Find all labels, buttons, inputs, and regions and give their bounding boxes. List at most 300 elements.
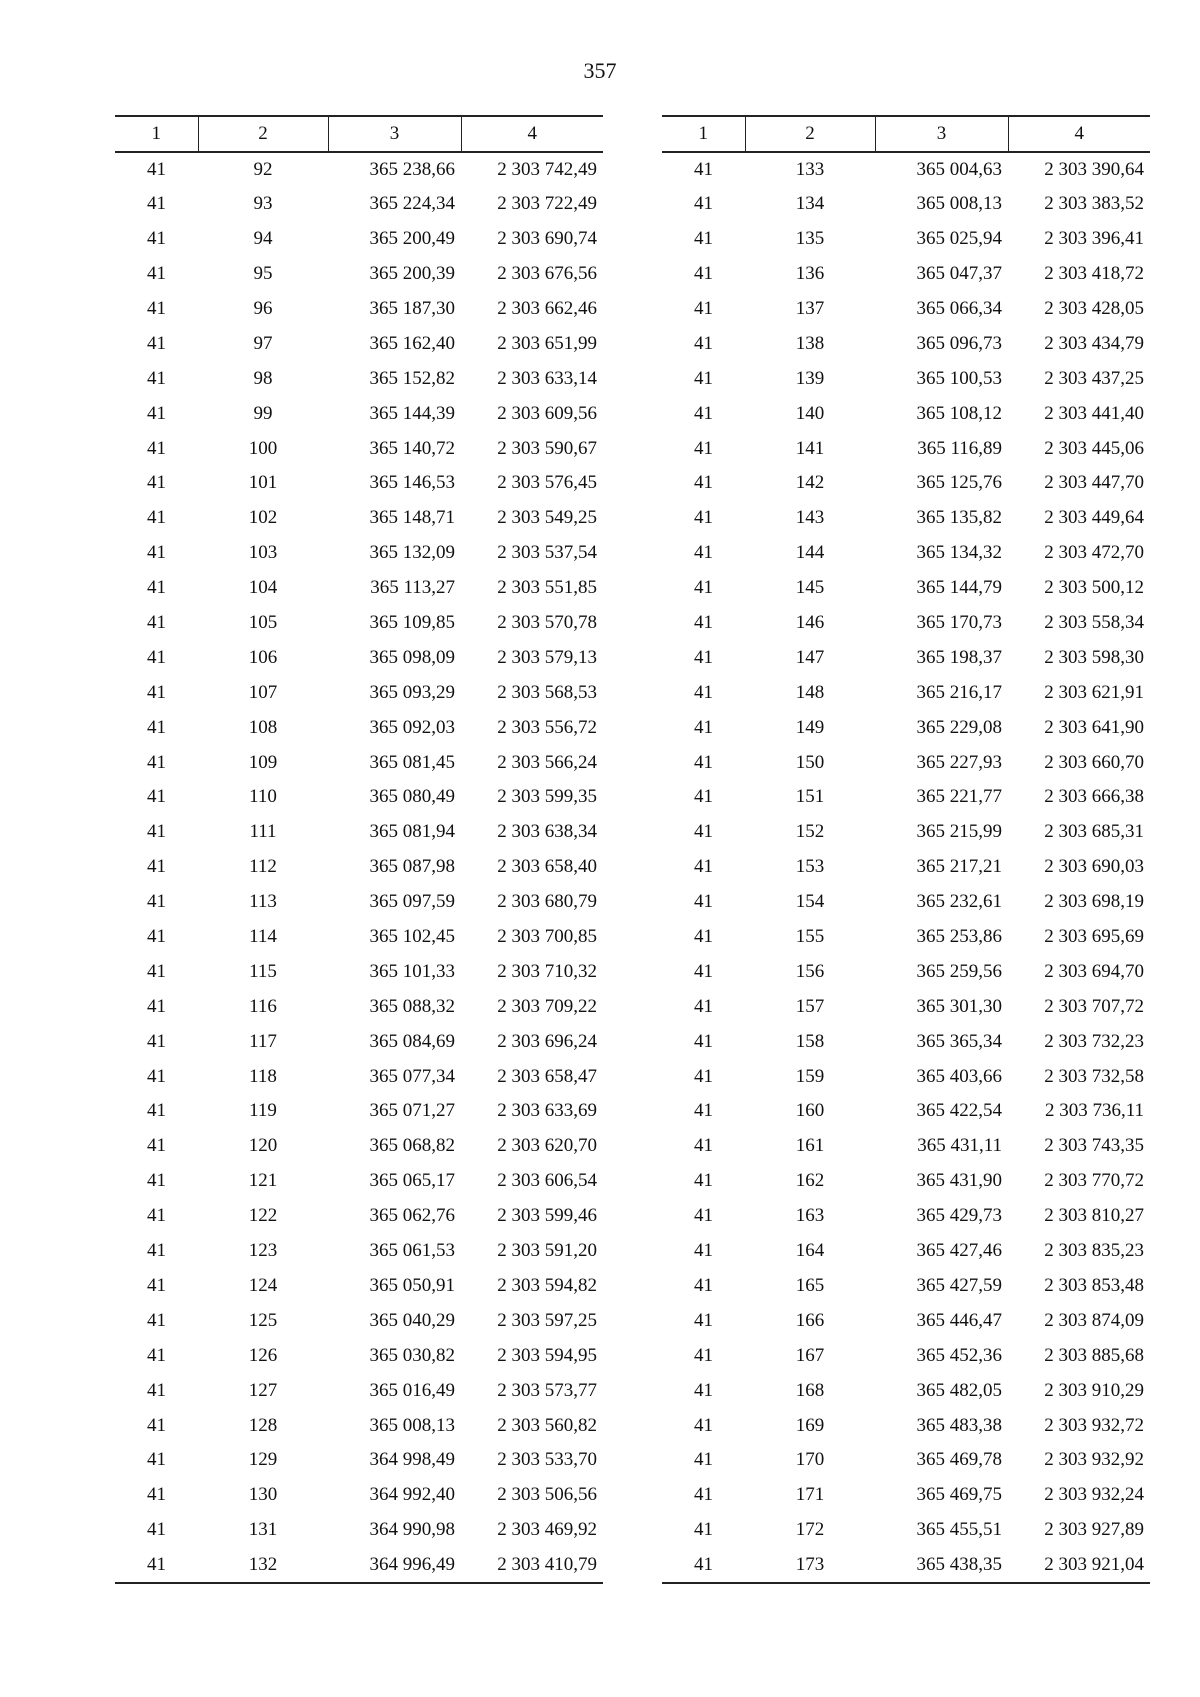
table-row (662, 1408, 1150, 1443)
table-row (115, 745, 603, 780)
table-row (662, 780, 1150, 815)
table-cell: 109 (248, 751, 278, 773)
table-cell: 2 303 591,20 (497, 1240, 597, 1262)
table-cell: 41 (147, 995, 166, 1017)
table-cell: 2 303 853,48 (1044, 1274, 1144, 1296)
table-row (662, 501, 1150, 536)
table-cell: 2 303 690,74 (497, 228, 597, 250)
table-cell: 2 303 418,72 (1044, 263, 1144, 285)
table-row (662, 326, 1150, 361)
table-row (115, 815, 603, 850)
table-cell: 41 (147, 402, 166, 424)
table-row (662, 954, 1150, 989)
table-cell: 145 (795, 577, 825, 599)
table-cell: 152 (795, 821, 825, 843)
table-cell: 365 098,09 (369, 646, 455, 668)
table-cell: 2 303 598,30 (1044, 646, 1144, 668)
table-cell: 2 303 666,38 (1044, 786, 1144, 808)
table-cell: 41 (694, 1449, 713, 1471)
table-cell: 2 303 558,34 (1044, 612, 1144, 634)
table-cell: 41 (694, 1344, 713, 1366)
table-cell: 2 303 680,79 (497, 891, 597, 913)
table-cell: 41 (694, 1274, 713, 1296)
table-cell: 365 403,66 (916, 1065, 1002, 1087)
table-cell: 2 303 447,70 (1044, 472, 1144, 494)
table-cell: 41 (694, 1065, 713, 1087)
table-row (662, 850, 1150, 885)
table-cell: 94 (253, 228, 273, 250)
table-cell: 41 (147, 1344, 166, 1366)
table-cell: 99 (253, 402, 273, 424)
table-cell: 115 (249, 960, 277, 982)
table-cell: 98 (253, 367, 273, 389)
table-cell: 119 (249, 1100, 277, 1122)
table-row (115, 152, 603, 187)
table-cell: 41 (147, 716, 166, 738)
table-cell: 2 303 700,85 (497, 926, 597, 948)
table-cell: 365 071,27 (369, 1100, 455, 1122)
table-cell: 2 303 633,14 (497, 367, 597, 389)
table-cell: 364 990,98 (369, 1519, 455, 1541)
table-cell: 365 200,49 (369, 228, 455, 250)
table-cell: 2 303 932,24 (1044, 1484, 1144, 1506)
table-cell: 41 (147, 1484, 166, 1506)
table-row (662, 1548, 1150, 1583)
table-cell: 138 (795, 332, 825, 354)
table-cell: 2 303 641,90 (1044, 716, 1144, 738)
table-cell: 101 (248, 472, 278, 494)
table-cell: 41 (147, 298, 166, 319)
table-cell: 2 303 685,31 (1044, 821, 1144, 843)
table-row (115, 1269, 603, 1304)
table-cell: 113 (249, 891, 277, 913)
table-cell: 121 (248, 1170, 278, 1192)
table-cell: 365 081,94 (369, 821, 455, 843)
table-cell: 167 (795, 1344, 825, 1366)
table-cell: 2 303 568,53 (497, 681, 597, 703)
table-cell: 2 303 609,56 (497, 402, 597, 424)
table-cell: 136 (795, 263, 825, 285)
table-cell: 365 135,82 (916, 507, 1002, 529)
table-row (662, 710, 1150, 745)
table-row (115, 710, 603, 745)
table-cell: 365 004,63 (916, 158, 1002, 180)
table-cell: 365 483,38 (916, 1414, 1002, 1436)
table-cell: 93 (253, 193, 273, 215)
table-cell: 365 116,89 (917, 437, 1002, 459)
table-cell: 41 (147, 437, 166, 459)
table-cell: 2 303 549,25 (497, 507, 597, 529)
table-row (115, 1024, 603, 1059)
table-cell: 365 469,78 (916, 1449, 1002, 1471)
table-row (662, 361, 1150, 396)
table-cell: 2 303 445,06 (1044, 437, 1144, 459)
table-cell: 365 065,17 (369, 1170, 455, 1192)
column-header: 2 (745, 116, 875, 152)
table-row (115, 954, 603, 989)
table-cell: 2 303 709,22 (497, 995, 597, 1017)
table-cell: 365 101,33 (369, 960, 455, 982)
table-cell: 365 008,13 (369, 1414, 455, 1436)
table-row (115, 989, 603, 1024)
table-cell: 110 (249, 786, 277, 808)
table-cell: 135 (795, 228, 825, 250)
table-cell: 155 (795, 926, 825, 948)
table-cell: 41 (694, 158, 713, 180)
table-row (115, 1338, 603, 1373)
table-cell: 2 303 638,34 (497, 821, 597, 843)
table-row (115, 1303, 603, 1338)
table-cell: 41 (694, 1379, 713, 1401)
table-cell: 41 (147, 1274, 166, 1296)
table-cell: 365 482,05 (916, 1379, 1002, 1401)
table-row (662, 292, 1150, 327)
table-cell: 124 (248, 1274, 278, 1296)
table-cell: 365 253,86 (916, 926, 1002, 948)
table-cell: 2 303 651,99 (497, 332, 597, 354)
table-cell: 41 (694, 298, 713, 319)
table-row (115, 536, 603, 571)
table-cell: 2 303 570,78 (497, 612, 597, 634)
table-row (115, 292, 603, 327)
table-cell: 41 (694, 332, 713, 354)
table-row (115, 187, 603, 222)
table-row (115, 396, 603, 431)
table-row (115, 640, 603, 675)
table-cell: 146 (795, 612, 825, 634)
table-row (115, 257, 603, 292)
table-cell: 41 (694, 716, 713, 738)
table-cell: 365 088,32 (369, 995, 455, 1017)
table-row (115, 606, 603, 641)
table-cell: 114 (249, 926, 277, 948)
table-cell: 41 (694, 542, 713, 564)
table-row (662, 536, 1150, 571)
table-cell: 2 303 658,40 (497, 856, 597, 878)
table-cell: 141 (795, 437, 825, 459)
table-cell: 148 (795, 681, 825, 703)
table-cell: 365 132,09 (369, 542, 455, 564)
table-cell: 365 301,30 (916, 995, 1002, 1017)
table-cell: 41 (694, 263, 713, 285)
table-cell: 2 303 620,70 (497, 1135, 597, 1157)
table-cell: 165 (795, 1274, 825, 1296)
table-cell: 2 303 698,19 (1044, 891, 1144, 913)
table-cell: 154 (795, 891, 825, 913)
table-cell: 2 303 743,35 (1044, 1135, 1144, 1157)
table-cell: 365 422,54 (916, 1100, 1002, 1122)
table-cell: 2 303 500,12 (1044, 577, 1144, 599)
table-cell: 41 (147, 577, 166, 599)
table-cell: 365 080,49 (369, 786, 455, 808)
table-cell: 163 (795, 1205, 825, 1227)
table-cell: 2 303 707,72 (1044, 995, 1144, 1017)
table-cell: 41 (694, 926, 713, 948)
table-cell: 2 303 874,09 (1044, 1309, 1144, 1331)
table-cell: 365 229,08 (916, 716, 1002, 738)
table-cell: 41 (694, 437, 713, 459)
table-cell: 41 (694, 1205, 713, 1227)
table-cell: 95 (253, 263, 273, 285)
table-cell: 41 (147, 821, 166, 843)
table-cell: 153 (795, 856, 825, 878)
table-row (115, 222, 603, 257)
table-cell: 41 (147, 960, 166, 982)
table-cell: 41 (694, 786, 713, 808)
table-cell: 2 303 736,11 (1044, 1100, 1144, 1122)
table-cell: 2 303 927,89 (1044, 1519, 1144, 1541)
table-row (115, 1513, 603, 1548)
table-cell: 2 303 428,05 (1044, 298, 1144, 319)
column-header: 3 (328, 116, 461, 152)
table-row (662, 920, 1150, 955)
table-cell: 41 (694, 681, 713, 703)
table-row (115, 780, 603, 815)
column-header: 1 (662, 116, 745, 152)
table-cell: 2 303 676,56 (497, 263, 597, 285)
table-cell: 41 (694, 367, 713, 389)
table-cell: 112 (249, 856, 277, 878)
table-cell: 365 040,29 (369, 1309, 455, 1331)
table-cell: 118 (249, 1065, 277, 1087)
table-row (662, 431, 1150, 466)
table-cell: 365 162,40 (369, 332, 455, 354)
table-cell: 365 097,59 (369, 891, 455, 913)
page-number: 357 (583, 58, 617, 83)
table-cell: 365 429,73 (916, 1205, 1002, 1227)
table-cell: 2 303 722,49 (497, 193, 597, 215)
table-cell: 105 (248, 612, 278, 634)
table-cell: 41 (147, 1379, 166, 1401)
table-cell: 41 (694, 193, 713, 215)
table-cell: 365 025,94 (916, 228, 1002, 250)
table-cell: 156 (795, 960, 825, 982)
table-cell: 364 992,40 (369, 1484, 455, 1506)
table-cell: 151 (795, 786, 825, 808)
table-cell: 41 (147, 158, 166, 180)
table-cell: 2 303 658,47 (497, 1065, 597, 1087)
table-row (115, 1199, 603, 1234)
table-cell: 365 077,34 (369, 1065, 455, 1087)
table-cell: 41 (147, 1205, 166, 1227)
table-cell: 172 (795, 1519, 825, 1541)
table-row (115, 885, 603, 920)
table-cell: 41 (147, 1170, 166, 1192)
table-cell: 41 (694, 1414, 713, 1436)
table-row (662, 222, 1150, 257)
table-cell: 365 215,99 (916, 821, 1002, 843)
table-row (662, 745, 1150, 780)
table-cell: 106 (248, 646, 278, 668)
table-cell: 2 303 633,69 (497, 1100, 597, 1122)
table-cell: 365 108,12 (916, 402, 1002, 424)
table-cell: 2 303 434,79 (1044, 332, 1144, 354)
table-row (662, 1024, 1150, 1059)
table-cell: 2 303 732,23 (1044, 1030, 1144, 1052)
table-row (115, 1164, 603, 1199)
table-row (115, 675, 603, 710)
table-cell: 2 303 621,91 (1044, 681, 1144, 703)
table-row (662, 257, 1150, 292)
table-cell: 41 (147, 542, 166, 564)
table-cell: 2 303 506,56 (497, 1484, 597, 1506)
table-row (662, 815, 1150, 850)
column-header: 4 (461, 116, 603, 152)
table-cell: 41 (147, 1135, 166, 1157)
table-cell: 41 (147, 786, 166, 808)
table-row (115, 850, 603, 885)
column-header: 1 (115, 116, 198, 152)
table-cell: 365 427,46 (916, 1240, 1002, 1262)
table-cell: 2 303 885,68 (1044, 1344, 1144, 1366)
table-row (115, 361, 603, 396)
table-cell: 2 303 660,70 (1044, 751, 1144, 773)
table-row (662, 606, 1150, 641)
table-cell: 2 303 560,82 (497, 1414, 597, 1436)
table-cell: 41 (694, 856, 713, 878)
table-row (662, 640, 1150, 675)
table-cell: 41 (694, 1309, 713, 1331)
table-cell: 2 303 449,64 (1044, 507, 1144, 529)
table-row (662, 1059, 1150, 1094)
table-cell: 111 (249, 821, 277, 843)
table-cell: 2 303 662,46 (497, 298, 597, 319)
table-cell: 365 008,13 (916, 193, 1002, 215)
table-cell: 41 (694, 1484, 713, 1506)
table-cell: 364 996,49 (328, 1548, 461, 1583)
table-cell: 41 (147, 472, 166, 494)
table-cell: 2 303 441,40 (1044, 402, 1144, 424)
table-cell: 365 146,53 (369, 472, 455, 494)
table-cell: 171 (795, 1484, 825, 1506)
table-cell: 2 303 599,46 (497, 1205, 597, 1227)
table-cell: 2 303 810,27 (1044, 1205, 1144, 1227)
table-cell: 365 093,29 (369, 681, 455, 703)
table-row (662, 1234, 1150, 1269)
table-row (662, 1303, 1150, 1338)
table-cell: 41 (147, 1519, 166, 1541)
table-cell: 2 303 732,58 (1044, 1065, 1144, 1087)
table-cell: 41 (694, 995, 713, 1017)
table-row (662, 1129, 1150, 1164)
table-cell: 96 (253, 298, 273, 319)
table-row (115, 920, 603, 955)
table-cell: 129 (248, 1449, 278, 1471)
table-cell: 2 303 383,52 (1044, 193, 1144, 215)
table-cell: 117 (249, 1030, 277, 1052)
table-cell: 2 303 533,70 (497, 1449, 597, 1471)
table-cell: 365 113,27 (370, 577, 455, 599)
table-cell: 41 (694, 1030, 713, 1052)
table-cell: 365 170,73 (916, 612, 1002, 634)
table-row (662, 1373, 1150, 1408)
table-row (662, 466, 1150, 501)
table-cell: 137 (795, 298, 825, 319)
table-cell: 104 (248, 577, 278, 599)
table-header-row (115, 116, 603, 152)
table-cell: 365 365,34 (916, 1030, 1002, 1052)
table-cell: 41 (694, 1170, 713, 1192)
table-cell: 140 (795, 402, 825, 424)
table-cell: 365 469,75 (916, 1484, 1002, 1506)
table-row (662, 1164, 1150, 1199)
table-row (115, 1059, 603, 1094)
table-cell: 130 (248, 1484, 278, 1506)
table-row (115, 1094, 603, 1129)
table-cell: 126 (248, 1344, 278, 1366)
table-row (662, 989, 1150, 1024)
table-cell: 41 (694, 1240, 713, 1262)
table-cell: 150 (795, 751, 825, 773)
table-cell: 365 200,39 (369, 263, 455, 285)
table-row (662, 152, 1150, 187)
table-cell: 41 (694, 472, 713, 494)
table-cell: 365 084,69 (369, 1030, 455, 1052)
table-cell: 364 998,49 (369, 1449, 455, 1471)
table-cell: 365 227,93 (916, 751, 1002, 773)
table-cell: 2 303 742,49 (497, 158, 597, 180)
table-cell: 2 303 696,24 (497, 1030, 597, 1052)
table-row (115, 1443, 603, 1478)
table-cell: 41 (694, 646, 713, 668)
table-cell: 144 (795, 542, 825, 564)
coordinates-table-right (662, 115, 1150, 1584)
table-cell: 365 455,51 (916, 1519, 1002, 1541)
table-cell: 2 303 594,82 (497, 1274, 597, 1296)
table-cell: 365 087,98 (369, 856, 455, 878)
table-cell: 365 125,76 (916, 472, 1002, 494)
table-cell: 2 303 390,64 (1044, 158, 1144, 180)
table-cell: 365 062,76 (369, 1205, 455, 1227)
table-cell: 103 (248, 542, 278, 564)
table-cell: 41 (147, 263, 166, 285)
table-cell: 170 (795, 1449, 825, 1471)
table-cell: 143 (795, 507, 825, 529)
table-cell: 41 (147, 681, 166, 703)
table-cell: 365 198,37 (916, 646, 1002, 668)
table-cell: 2 303 921,04 (1008, 1548, 1150, 1583)
table-row (662, 1269, 1150, 1304)
table-cell: 127 (248, 1379, 278, 1401)
table-cell: 132 (198, 1548, 328, 1583)
table-cell: 365 217,21 (916, 856, 1002, 878)
table-cell: 97 (253, 332, 273, 354)
table-cell: 365 047,37 (916, 263, 1002, 285)
table-cell: 365 140,72 (369, 437, 455, 459)
table-cell: 365 438,35 (875, 1548, 1008, 1583)
table-cell: 158 (795, 1030, 825, 1052)
table-cell: 365 431,11 (917, 1135, 1002, 1157)
table-cell: 2 303 910,29 (1044, 1379, 1144, 1401)
table-cell: 2 303 472,70 (1044, 542, 1144, 564)
table-cell: 41 (147, 926, 166, 948)
table-cell: 168 (795, 1379, 825, 1401)
table-cell: 139 (795, 367, 825, 389)
table-cell: 365 050,91 (369, 1274, 455, 1296)
table-cell: 133 (795, 158, 825, 180)
table-cell: 41 (147, 367, 166, 389)
table-row (115, 571, 603, 606)
table-cell: 41 (694, 821, 713, 843)
table-row (115, 466, 603, 501)
table-cell: 2 303 932,72 (1044, 1414, 1144, 1436)
table-cell: 365 232,61 (916, 891, 1002, 913)
table-cell: 41 (694, 1135, 713, 1157)
table-row (662, 571, 1150, 606)
table-cell: 41 (147, 507, 166, 529)
table-cell: 2 303 599,35 (497, 786, 597, 808)
table-cell: 365 446,47 (916, 1309, 1002, 1331)
